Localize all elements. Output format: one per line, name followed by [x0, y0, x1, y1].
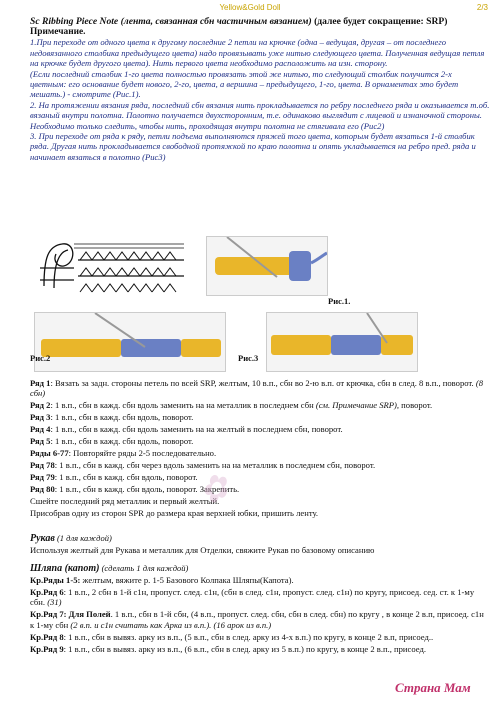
- hat-row-6: [30, 587, 490, 608]
- hat-row-label: Кр.Ряд 9: [30, 643, 64, 654]
- hat-subtitle: (сделать 1 для каждой): [99, 563, 189, 573]
- hat-row-text: . 1 в.п., сбн в 1-й сбн, (4 в.п., пропуст. след. сбн, сбн в след. сбн) по кругу , в конце 2 в.п, присоед. с1н к 1-му сбн: [30, 609, 484, 630]
- sleeves-heading: [30, 532, 490, 545]
- hat-section: [30, 562, 490, 656]
- row-text: : 1 в.п., сбн в кажд. сбн вдоль, поворот.: [50, 436, 194, 447]
- row-label: Ряд 5: [30, 436, 51, 447]
- note-label: Примечание.: [30, 27, 86, 37]
- srp-heading-italic: (лента, связанная сбн частичным вязанием): [118, 16, 315, 27]
- sleeves-section: [30, 532, 490, 555]
- note-paragraph-2: 2. На протяжении вязания ряда, последний сбн вязания нить прокладывается по ребру последнего ряда и оказывается т.об. вязаный внутри полотна. Полотно получается двухсторонним, т.е. одинаково выглядит с лицевой и изнаночной стороны. Необходимо только следить, чтобы нить, проходящая внутри полотна не стягивала его (Рис2): [30, 99, 490, 131]
- row-text: : 1 в.п., сбн в кажд. сбн вдоль, поворот. Закрепить.: [54, 484, 240, 495]
- row-1: [30, 378, 490, 399]
- srp-heading-title: Sc Ribbing Piece Note: [30, 16, 119, 27]
- note-paragraph-1: 1.При переходе от одного цвета к другому последние 2 петли на крючке (одна – ведущая, другая – от последнего недовязанного столбика предыдущего цвета) надо провязывать уже нитью следующего цвета. Полученная ведущая петля на крючке будет другого цвета). Нить первого цвета необходимо расположить на изн. сторону.: [30, 37, 485, 69]
- row-text: : 1 в.п., сбн в кажд. сбн через вдоль заменить на на металлик в последнем сбн, поворот.: [54, 460, 376, 471]
- row-79: [30, 472, 490, 482]
- rows-section: [30, 378, 490, 520]
- site-watermark: Страна Мам: [395, 680, 471, 695]
- row-5: [30, 436, 490, 446]
- sleeves-title: Рукав: [30, 533, 55, 544]
- figure-1-diagram: [34, 238, 194, 294]
- row-label: Ряд 3: [30, 412, 51, 423]
- figure-2-photo: [34, 312, 226, 372]
- srp-note-section: [30, 16, 490, 162]
- hat-row-text: : 1 в.п., 2 сбн в 1-й с1н, пропуст. след. с1н, (сбн в след. с1н, пропуст. след. с1н) по кругу, присоед. сед. ст. к 1-му сбн.: [30, 587, 475, 608]
- figure-1-caption: Рис.1.: [328, 296, 351, 306]
- srp-heading-tail: (далее будет сокращение: SRP): [314, 16, 448, 27]
- finishing-line-1: Сшейте последний ряд металлик и первый желтый.: [30, 496, 220, 507]
- swatch-photo-2: [35, 313, 225, 371]
- row-text: : Вязать за задн. стороны петель по всей SRP, желтым, 10 в.п., сбн во 2-ю в.п. от крючка, сбн в след. 8 в.п., поворот.: [50, 378, 474, 388]
- hat-title: Шляпа (капот): [30, 563, 100, 574]
- hat-row-label: Кр.Ряд 6: [30, 587, 64, 597]
- row-note: (8 сбн): [30, 378, 483, 399]
- row-note: (см. Примечание SRP),: [313, 400, 400, 411]
- sleeves-subtitle: (1 для каждой): [54, 533, 112, 543]
- row-tail: поворот.: [399, 400, 433, 411]
- hat-row-8: [30, 632, 490, 642]
- hat-row-7: [30, 609, 490, 630]
- figure-1-photo: [206, 236, 328, 296]
- hat-rows-1-5: [30, 575, 490, 585]
- figure-3-photo: [266, 312, 418, 372]
- row-text: : 1 в.п., сбн в кажд. сбн вдоль, поворот.: [50, 412, 194, 423]
- row-78: [30, 460, 490, 470]
- row-label: Ряд 2: [30, 400, 51, 411]
- hat-row-text: желтым, вяжите р. 1-5 Базового Колпака Шляпы(Капота).: [80, 575, 294, 585]
- finishing-line-2: Присобрав одну из сторон SPR до размера края верхней юбки, пришить ленту.: [30, 508, 319, 519]
- document-title: Yellow&Gold Doll: [219, 3, 281, 12]
- row-text: : 1 в.п., сбн в кажд. сбн вдоль заменить на на желтый в последнем сбн, поворот.: [50, 424, 343, 435]
- row-label: Ряд 1: [30, 378, 51, 388]
- row-label: Ряд 4: [30, 424, 51, 435]
- decorative-watermark: ✿: [192, 467, 237, 514]
- hat-row-label: Кр.Ряды 1-5:: [30, 575, 81, 585]
- page-number: 2/3: [476, 3, 488, 12]
- row-text: : Повторяйте ряды 2-5 последовательно.: [68, 448, 217, 459]
- row-6-77: [30, 448, 490, 458]
- hat-row-note: (31): [45, 597, 62, 608]
- row-text: : 1 в.п., сбн в кажд. сбн вдоль заменить на на металлик в последнем сбн: [50, 400, 314, 411]
- row-label: Ряд 79: [30, 472, 55, 483]
- crochet-diagram-image: [34, 238, 194, 294]
- hat-row-9: [30, 644, 490, 654]
- row-2: [30, 400, 490, 410]
- row-label: Ряд 80: [30, 484, 55, 495]
- hat-row-note: (2 в.п. и с1н считать как Арка из в.п.). (16 арок из в.п.): [68, 619, 272, 630]
- row-80: [30, 484, 490, 494]
- note-paragraph-3: 3. При переходе от ряда к ряду, петли подъема выполняются пряжей того цвета, которым будет вязаться 1-й столбик ряда. Другая нить прокладывается свободной протяжкой по краю полотна и опять укладывается на ребро пред. ряда и начинает вязаться в полотно (Рис3): [30, 131, 476, 162]
- hat-row-text: : 1 в.п., сбн в вывяз. арку из в.п., (6 в.п., сбн в след. арку из 5 в.п.) по кругу, в конце 2 в.п., присоед.: [63, 643, 426, 654]
- figure-2-caption: Рис.2: [30, 353, 51, 363]
- hat-row-text: : 1 в.п., сбн в вывяз. арку из в.п., (5 в.п., сбн в след. арку из 4-х в.п.) по кругу, в конце 2 в.п, присоед..: [63, 631, 434, 642]
- row-3: [30, 412, 490, 422]
- row-text: : 1 в.п., сбн в кажд. сбн вдоль, поворот.: [54, 472, 198, 483]
- hat-row-label: Кр.Ряд 8: [30, 631, 64, 642]
- hat-row-label: Кр.Ряд 7: Для Полей: [30, 609, 111, 620]
- swatch-photo-1: [207, 237, 327, 295]
- hat-heading: [30, 562, 490, 575]
- page-header: [0, 3, 500, 15]
- row-label: Ряды 6-77: [30, 448, 69, 459]
- swatch-photo-3: [267, 313, 417, 371]
- row-label: Ряд 78: [30, 460, 55, 471]
- srp-heading: [30, 16, 490, 27]
- note-paragraph-1b: (Если последний столбик 1-го цвета полностью провязать этой же нитью, то следующий столбик получится 2-х цветным: его основание будет нового, 2-го, цвета, а вершина – предыдущего, 1-го, цвета. В орнаментах это будет мешать.) - смотрите (Рис.1).: [30, 68, 459, 100]
- sleeves-text: Используя желтый для Рукава и металлик для Отделки, свяжите Рукав по базовому описанию: [30, 545, 375, 555]
- figure-3-caption: Рис.3: [238, 353, 259, 363]
- row-4: [30, 424, 490, 434]
